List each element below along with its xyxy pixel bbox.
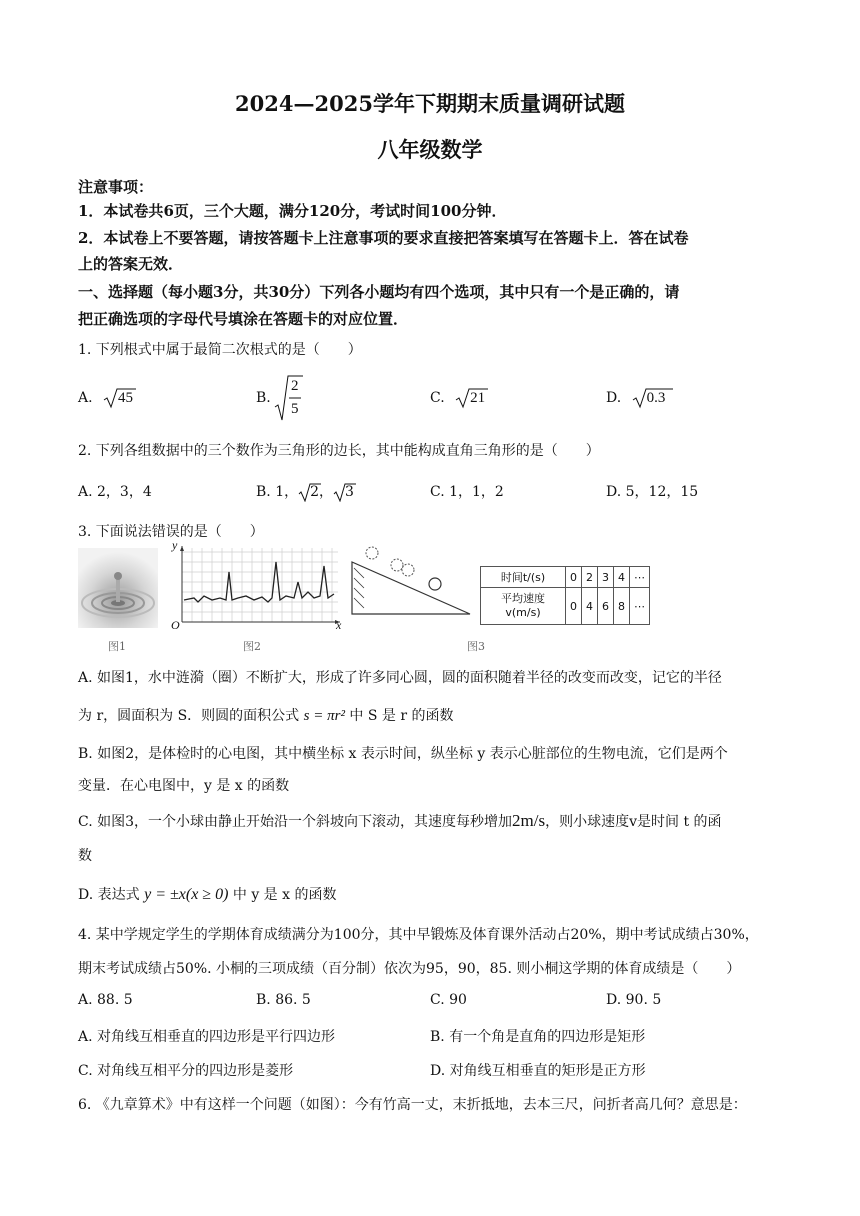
q2-option-d: D. 5，12，15 [606,484,699,500]
q4-option-c: C. 90 [430,992,467,1008]
table-head-speed-line-1: 平均速度 [501,592,545,605]
q1-option-a-radical [103,390,133,407]
exam-subject: 八年级数学 [377,137,483,162]
table-cell: 0 [566,567,582,588]
q1-option-d-letter: D. [606,390,622,406]
table-cell: 2 [582,567,598,588]
q5-option-a: A. 对角线互相垂直的四边形是平行四边形 [78,1029,336,1045]
q5-option-c: C. 对角线互相平分的四边形是菱形 [78,1063,294,1079]
q1-option-b-numerator: 2 [291,378,299,394]
q2-option-b-prefix: B. 1， [256,484,299,500]
figure-2-origin-label: O [171,618,180,632]
q1-option-a [78,390,133,407]
q3-option-a-line-2 [78,705,454,725]
notice-item-2b: 上的答案无效． [78,255,184,273]
table-row [481,567,650,588]
table-head-speed [481,588,566,625]
q4-option-a: A. 88. 5 [78,992,133,1008]
figure-3-table [480,566,650,625]
table-head-speed-line-2: v(m/s) [505,606,541,619]
q2-option-b [256,481,354,501]
q1-option-b-denominator: 5 [291,401,299,417]
figure-1-ripple-image [78,548,158,628]
q5-option-d: D. 对角线互相垂直的矩形是正方形 [430,1063,646,1079]
q1-option-b-radical [274,374,304,422]
q1-option-c [430,390,485,407]
section-1-line-2: 把正确选项的字母代号填涂在答题卡的对应位置． [78,310,409,328]
q3-option-a-suffix: 中 S 是 r 的函数 [349,708,454,724]
q3-option-c-line-1 [78,811,722,831]
q2-option-b-separator: ， [319,484,334,500]
figure-3-slope-diagram [350,544,474,618]
figure-2-label: 图2 [243,640,261,653]
table-cell: ⋯ [630,567,650,588]
q3-option-c-prefix: C. 如图3，一个小球由静止开始沿一个斜坡向下滚动，其速度每秒增加 [78,814,513,830]
table-cell: ⋯ [630,588,650,625]
q2-option-b-radical-2 [333,484,354,500]
q1-option-a-radicand: 45 [118,390,134,406]
notice-item-1: 1．本试卷共6页，三个大题，满分120分，考试时间100分钟． [78,202,507,220]
table-cell: 8 [614,588,630,625]
table-cell: 3 [598,567,614,588]
q1-option-a-letter: A. [78,390,93,406]
q2-option-c: C. 1，1，2 [430,484,504,500]
figure-3-label: 图3 [467,640,485,653]
figure-2-ecg-chart [168,538,346,636]
q3-option-c-unit: 2m/s [512,811,546,830]
notice-heading: 注意事项： [78,178,154,196]
figure-1-label: 图1 [108,640,126,653]
q3-option-b-line-1: B. 如图2，是体检时的心电图，其中横坐标 x 表示时间，纵坐标 y 表示心脏部位的生物电流，它们是两个 [78,746,728,762]
q1-option-c-radicand: 21 [470,390,486,406]
q1-option-c-letter: C. [430,390,445,406]
q1-option-b-letter: B. [256,390,271,406]
q4-line-2: 期末考试成绩占50%. 小桐的三项成绩（百分制）依次为95，90，85. 则小桐这学期的体育成绩是（ ） [78,961,741,977]
q2-stem: 2. 下列各组数据中的三个数作为三角形的边长，其中能构成直角三角形的是（ ） [78,443,600,459]
q1-stem: 1. 下列根式中属于最简二次根式的是（ ） [78,342,362,358]
q3-option-a-line-1: A. 如图1，水中涟漪（圈）不断扩大，形成了许多同心圆，圆的面积随着半径的改变而改变，记它的半径 [78,670,722,686]
table-cell: 4 [614,567,630,588]
table-head-time: 时间t/(s) [481,567,566,588]
q3-option-d [78,884,336,904]
q2-option-b-radicand-2: 3 [345,484,354,500]
q4-option-d: D. 90. 5 [606,992,662,1008]
table-row [481,588,650,625]
figure-2-y-axis-label: y [172,538,178,552]
q3-option-b-line-2: 变量．在心电图中，y 是 x 的函数 [78,778,290,794]
q3-option-c-suffix: ，则小球速度v是时间 t 的函 [545,814,722,830]
q2-option-a: A. 2，3，4 [78,484,152,500]
q1-option-d-radical [632,390,666,407]
section-1-line-1: 一、选择题（每小题3分，共30分）下列各小题均有四个选项，其中只有一个是正确的，请 [78,283,680,301]
q3-option-d-prefix: D. 表达式 [78,887,140,903]
figure-2-x-axis-label: x [336,618,342,632]
q3-stem: 3. 下面说法错误的是（ ） [78,524,264,540]
q1-option-b [256,390,271,406]
table-cell: 0 [566,588,582,625]
exam-title: 2024—2025学年下期期末质量调研试题 [235,91,625,116]
q1-option-d-radicand: 0.3 [646,390,666,406]
q3-option-c-line-2: 数 [78,848,92,864]
q5-option-b: B. 有一个角是直角的四边形是矩形 [430,1029,646,1045]
q3-option-d-suffix: 中 y 是 x 的函数 [232,887,337,903]
q6-line-1: 6. 《九章算术》中有这样一个问题（如图）：今有竹高一丈，末折抵地，去本三尺，问折者高几何？意思是： [78,1097,747,1113]
q1-option-c-radical [455,390,485,407]
table-cell: 6 [598,588,614,625]
q2-option-b-radicand-1: 2 [310,484,320,500]
q3-option-a-prefix: 为 r，圆面积为 S．则圆的面积公式 [78,708,300,724]
q1-option-d [606,390,665,407]
q3-option-d-formula: y = ±x(x ≥ 0) [144,886,229,903]
q3-option-a-formula: s = πr² [303,708,345,724]
q4-line-1: 4. 某中学规定学生的学期体育成绩满分为100分，其中早锻炼及体育课外活动占20%，期中考试成绩占30%， [78,927,759,943]
q2-option-b-radical-1 [298,484,319,500]
q4-option-b: B. 86. 5 [256,992,311,1008]
notice-item-2a: 2．本试卷上不要答题，请按答题卡上注意事项的要求直接把答案填写在答题卡上．答在试卷 [78,229,689,247]
table-cell: 4 [582,588,598,625]
